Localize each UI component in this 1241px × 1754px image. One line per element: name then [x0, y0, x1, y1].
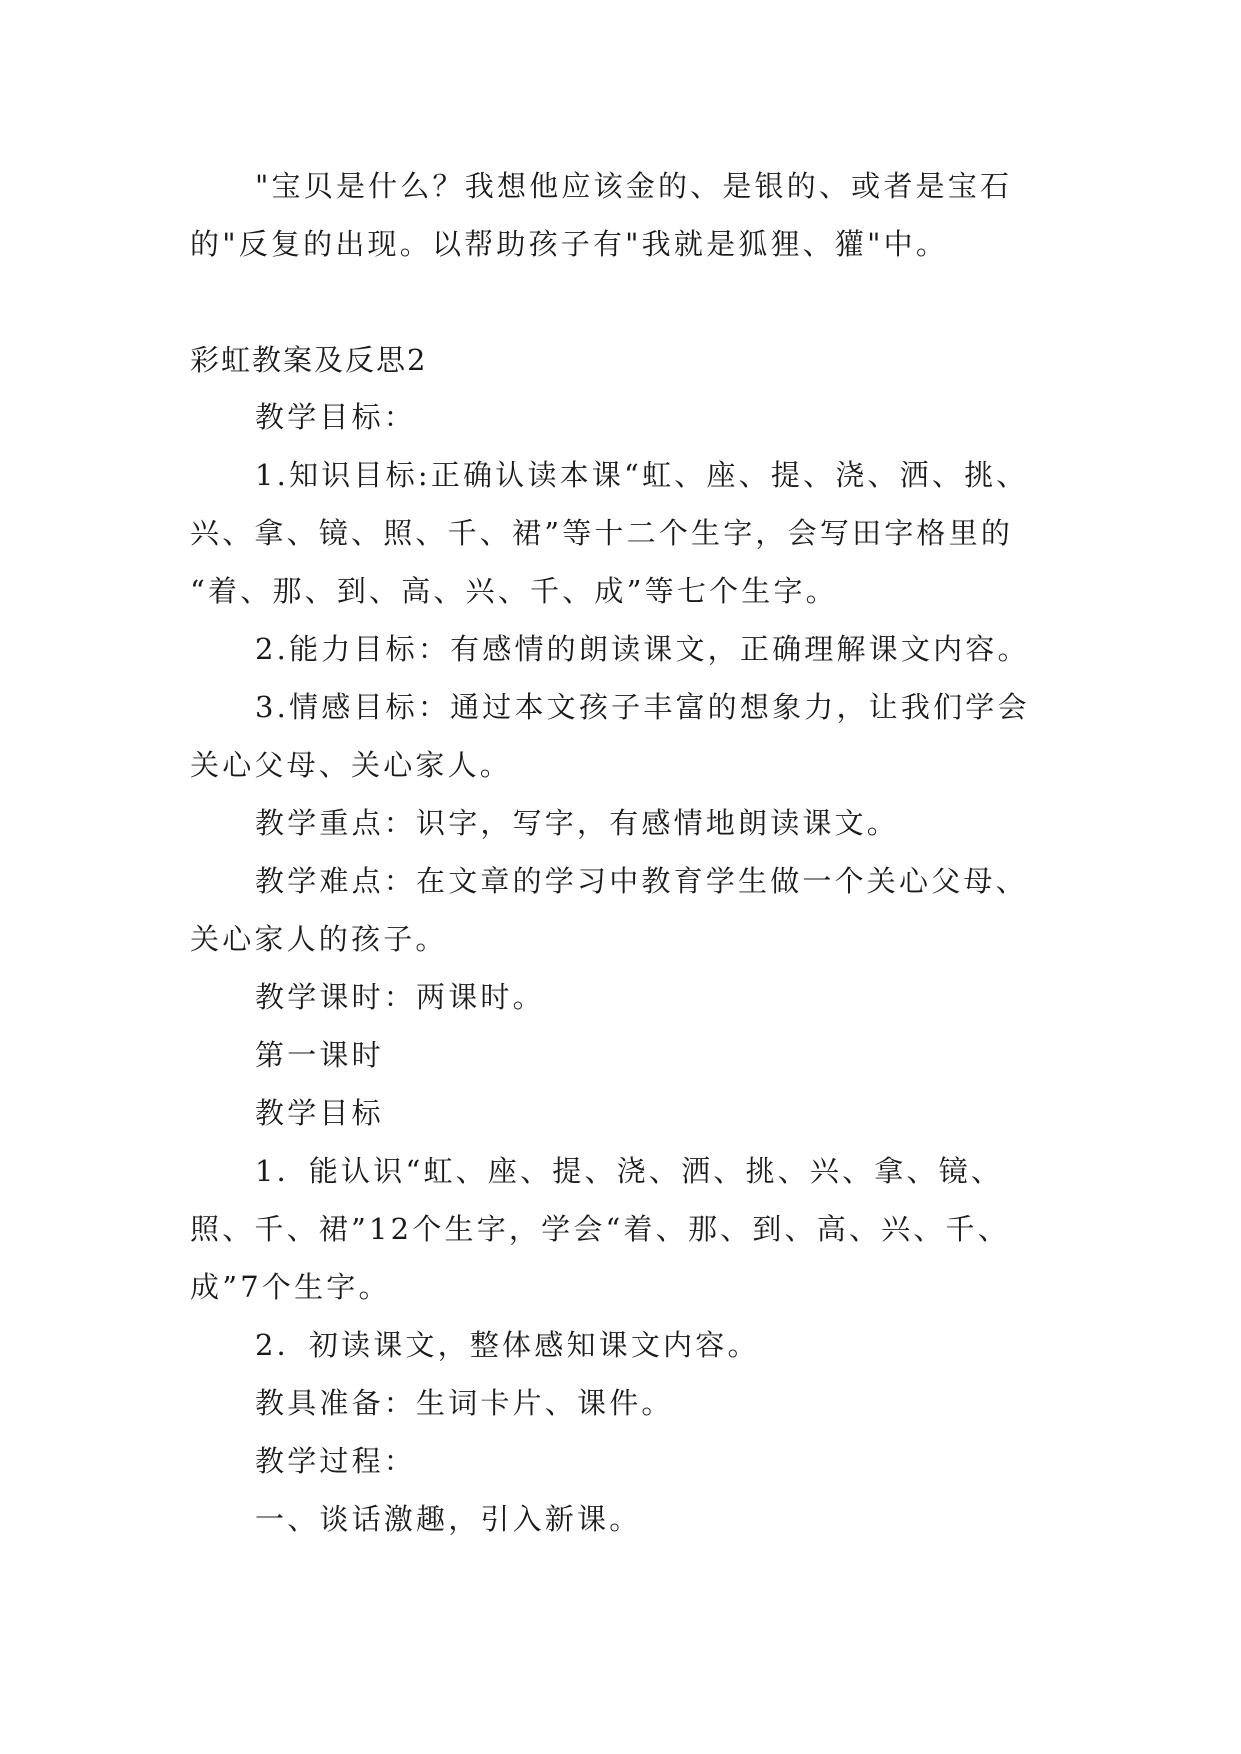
paragraph-line: 兴、拿、镜、照、千、裙”等十二个生字，会写田字格里的 [190, 516, 1014, 550]
paragraph-line: 的"反复的出现。以帮助孩子有"我就是狐狸、獾"中。 [190, 227, 949, 261]
paragraph-line: 2.能力目标：有感情的朗读课文，正确理解课文内容。 [255, 632, 1030, 666]
paragraph-line: 第一课时 [255, 1038, 384, 1072]
paragraph-line: 教具准备：生词卡片、课件。 [255, 1386, 674, 1420]
paragraph-line: 教学目标 [255, 1096, 384, 1130]
paragraph-line: 3.情感目标：通过本文孩子丰富的想象力，让我们学会 [255, 690, 1030, 724]
paragraph-line: 2．初读课文，整体感知课文内容。 [255, 1328, 760, 1362]
paragraph-line: 一、谈话激趣，引入新课。 [255, 1502, 642, 1536]
paragraph-line: 成”7个生字。 [190, 1270, 391, 1304]
paragraph-line: 教学课时：两课时。 [255, 980, 545, 1014]
paragraph-line: 教学目标： [255, 400, 417, 434]
paragraph-line: 1．能认识“虹、座、提、浇、洒、挑、兴、拿、镜、 [255, 1154, 1004, 1188]
paragraph-line: 照、千、裙”12个生字，学会“着、那、到、高、兴、千、 [190, 1212, 1010, 1246]
paragraph-line: 教学重点：识字，写字，有感情地朗读课文。 [255, 806, 900, 840]
paragraph-line: “着、那、到、高、兴、千、成”等七个生字。 [190, 574, 838, 608]
paragraph-line: 教学难点：在文章的学习中教育学生做一个关心父母、 [255, 864, 1028, 898]
paragraph-line: 1.知识目标:正确认读本课“虹、座、提、浇、洒、挑、 [255, 458, 1029, 492]
paragraph-line: 关心家人的孩子。 [190, 922, 448, 956]
paragraph-line: 教学过程： [255, 1444, 417, 1478]
section-title: 彩虹教案及反思2 [190, 343, 428, 377]
paragraph-line: 关心父母、关心家人。 [190, 748, 513, 782]
paragraph-line: "宝贝是什么？我想他应该金的、是银的、或者是宝石 [255, 169, 1013, 203]
